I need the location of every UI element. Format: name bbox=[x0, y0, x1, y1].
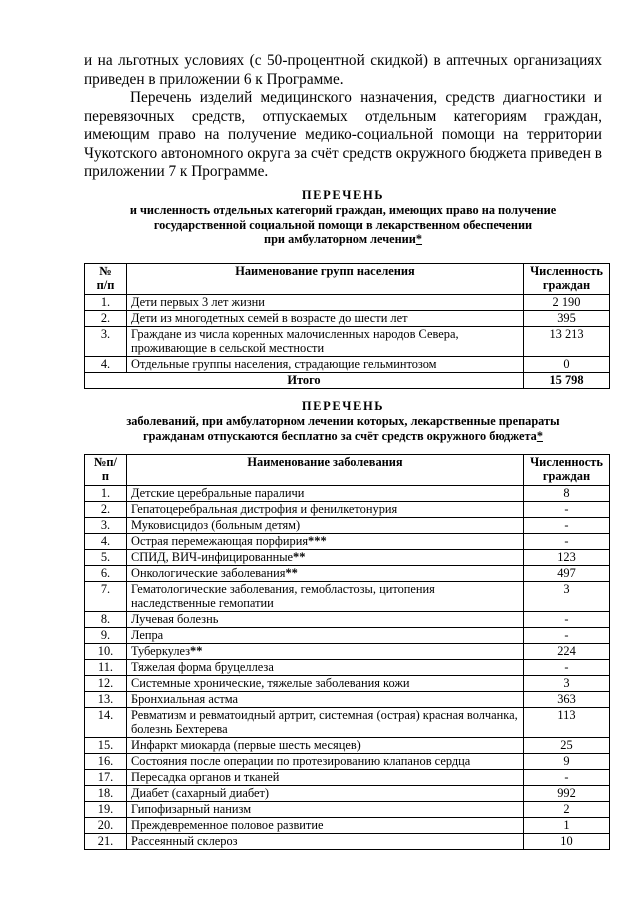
table-row bbox=[85, 802, 610, 818]
row-number: 4. bbox=[85, 357, 127, 373]
row-number: 2. bbox=[85, 311, 127, 327]
row-count: 497 bbox=[524, 566, 610, 582]
row-name: Отдельные группы населения, страдающие гельминтозом bbox=[131, 357, 437, 371]
row-footnote-mark: ** bbox=[190, 644, 203, 658]
row-name: Детские церебральные параличи bbox=[131, 486, 305, 500]
row-count: - bbox=[524, 660, 610, 676]
row-count: 992 bbox=[524, 786, 610, 802]
row-name: Лучевая болезнь bbox=[131, 612, 219, 626]
row-name-cell bbox=[127, 660, 524, 676]
row-count: 224 bbox=[524, 644, 610, 660]
total-value: 15 798 bbox=[524, 373, 610, 389]
header-name: Наименование заболевания bbox=[127, 455, 524, 486]
table-row bbox=[85, 612, 610, 628]
row-count: 363 bbox=[524, 692, 610, 708]
row-name: Состояния после операции по протезированию клапанов сердца bbox=[131, 754, 471, 768]
table-row bbox=[85, 534, 610, 550]
list2-subtitle bbox=[84, 414, 602, 443]
row-number: 13. bbox=[85, 692, 127, 708]
header-name: Наименование групп населения bbox=[127, 264, 524, 295]
row-name-cell bbox=[127, 676, 524, 692]
row-name-cell bbox=[127, 708, 524, 738]
row-count: 395 bbox=[524, 311, 610, 327]
row-name-cell bbox=[127, 818, 524, 834]
row-count: 123 bbox=[524, 550, 610, 566]
row-footnote-mark: ** bbox=[293, 550, 306, 564]
row-name: Бронхиальная астма bbox=[131, 692, 239, 706]
table-row bbox=[85, 582, 610, 612]
row-name: Рассеянный склероз bbox=[131, 834, 238, 848]
table-row bbox=[85, 834, 610, 850]
table-row bbox=[85, 770, 610, 786]
list1-subtitle-line-last bbox=[84, 232, 602, 247]
row-name: СПИД, ВИЧ-инфицированные bbox=[131, 550, 294, 564]
row-count: 8 bbox=[524, 486, 610, 502]
diseases-table bbox=[84, 454, 610, 850]
row-count: 9 bbox=[524, 754, 610, 770]
row-count: 1 bbox=[524, 818, 610, 834]
row-count: 3 bbox=[524, 582, 610, 612]
row-count: - bbox=[524, 612, 610, 628]
row-name: Диабет (сахарный диабет) bbox=[131, 786, 270, 800]
row-count: 2 bbox=[524, 802, 610, 818]
row-number: 5. bbox=[85, 550, 127, 566]
row-name: Преждевременное половое развитие bbox=[131, 818, 324, 832]
table-row bbox=[85, 676, 610, 692]
row-number: 10. bbox=[85, 644, 127, 660]
row-number: 1. bbox=[85, 486, 127, 502]
row-name: Граждане из числа коренных малочисленных народов Севера, проживающие в сельской местности bbox=[131, 327, 459, 355]
row-count: - bbox=[524, 770, 610, 786]
row-name-cell bbox=[127, 327, 524, 357]
row-count: 25 bbox=[524, 738, 610, 754]
table-row bbox=[85, 644, 610, 660]
table-row bbox=[85, 818, 610, 834]
row-name: Онкологические заболевания bbox=[131, 566, 286, 580]
row-count: - bbox=[524, 518, 610, 534]
table-row bbox=[85, 628, 610, 644]
row-number: 17. bbox=[85, 770, 127, 786]
row-name-cell bbox=[127, 738, 524, 754]
row-name: Гематологические заболевания, гемобластозы, цитопения наследственные гемопатии bbox=[131, 582, 435, 610]
total-label: Итого bbox=[85, 373, 524, 389]
row-number: 16. bbox=[85, 754, 127, 770]
list2-subtitle-text: гражданам отпускаются бесплатно за счёт средств окружного бюджета bbox=[143, 428, 537, 443]
table-row bbox=[85, 357, 610, 373]
row-name-cell bbox=[127, 786, 524, 802]
table-row bbox=[85, 518, 610, 534]
row-number: 7. bbox=[85, 582, 127, 612]
row-number: 12. bbox=[85, 676, 127, 692]
list1-subtitle-line: и численность отдельных категорий граждан, имеющих право на получение bbox=[129, 203, 557, 217]
list1-subtitle-text: при амбулаторном лечении bbox=[263, 232, 416, 246]
row-number: 14. bbox=[85, 708, 127, 738]
row-number: 15. bbox=[85, 738, 127, 754]
row-name: Инфаркт миокарда (первые шесть месяцев) bbox=[131, 738, 361, 752]
row-number: 21. bbox=[85, 834, 127, 850]
table-row bbox=[85, 786, 610, 802]
table-row bbox=[85, 295, 610, 311]
table-row bbox=[85, 502, 610, 518]
row-count: 3 bbox=[524, 676, 610, 692]
row-footnote-mark: ** bbox=[285, 566, 298, 580]
row-number: 1. bbox=[85, 295, 127, 311]
header-num: № п/п bbox=[85, 264, 127, 295]
row-name: Тяжелая форма бруцеллеза bbox=[131, 660, 274, 674]
row-name: Системные хронические, тяжелые заболевания кожи bbox=[131, 676, 410, 690]
list2-subtitle-line-last bbox=[84, 429, 602, 444]
row-name-cell bbox=[127, 534, 524, 550]
table-row bbox=[85, 708, 610, 738]
row-name-cell bbox=[127, 628, 524, 644]
list2-footnote-link[interactable]: * bbox=[536, 428, 543, 443]
row-number: 4. bbox=[85, 534, 127, 550]
row-number: 3. bbox=[85, 518, 127, 534]
row-count: - bbox=[524, 534, 610, 550]
population-groups-table bbox=[84, 263, 610, 389]
row-count: 113 bbox=[524, 708, 610, 738]
header-count: Численность граждан bbox=[524, 264, 610, 295]
table-row bbox=[85, 692, 610, 708]
row-name: Пересадка органов и тканей bbox=[131, 770, 280, 784]
row-name: Дети первых 3 лет жизни bbox=[131, 295, 265, 309]
row-name-cell bbox=[127, 518, 524, 534]
list1-footnote-link[interactable]: * bbox=[415, 232, 423, 246]
row-name: Ревматизм и ревматоидный артрит, системная (острая) красная волчанка, болезнь Бехтерева bbox=[131, 708, 518, 736]
row-name-cell bbox=[127, 692, 524, 708]
row-number: 2. bbox=[85, 502, 127, 518]
header-count: Численность граждан bbox=[524, 455, 610, 486]
row-number: 20. bbox=[85, 818, 127, 834]
table-row bbox=[85, 738, 610, 754]
row-name: Дети из многодетных семей в возрасте до шести лет bbox=[131, 311, 408, 325]
list2-title: ПЕРЕЧЕНЬ bbox=[301, 399, 385, 413]
row-name-cell bbox=[127, 754, 524, 770]
table-row bbox=[85, 327, 610, 357]
intro-paragraph-2: Перечень изделий медицинского назначения, средств диагностики и перевязочных средств, отпускаемых отдельным категориям граждан, имеющим право на получение медико-социальной помощи на территории Чукотского автономного округа за счёт средств окружного бюджета приведен в приложении 7 к Программе. bbox=[84, 89, 602, 180]
row-number: 11. bbox=[85, 660, 127, 676]
table-row bbox=[85, 486, 610, 502]
row-footnote-mark: *** bbox=[308, 534, 327, 548]
row-name-cell bbox=[127, 612, 524, 628]
row-number: 3. bbox=[85, 327, 127, 357]
row-count: - bbox=[524, 502, 610, 518]
table-row bbox=[85, 754, 610, 770]
row-name: Острая перемежающая порфирия bbox=[131, 534, 309, 548]
row-name-cell bbox=[127, 802, 524, 818]
row-name-cell bbox=[127, 770, 524, 786]
row-count: 0 bbox=[524, 357, 610, 373]
row-name: Гипофизарный нанизм bbox=[131, 802, 252, 816]
row-number: 8. bbox=[85, 612, 127, 628]
list1-title: ПЕРЕЧЕНЬ bbox=[301, 188, 385, 202]
header-num: №п/ п bbox=[85, 455, 127, 486]
list2-subtitle-line: заболеваний, при амбулаторном лечении которых, лекарственные препараты bbox=[126, 414, 560, 428]
row-name-cell bbox=[127, 566, 524, 582]
row-name-cell bbox=[127, 486, 524, 502]
row-name-cell bbox=[127, 357, 524, 373]
row-count: - bbox=[524, 628, 610, 644]
total-row bbox=[85, 373, 610, 389]
list1-subtitle-line: государственной социальной помощи в лекарственном обеспечении bbox=[153, 217, 533, 232]
row-number: 18. bbox=[85, 786, 127, 802]
table-row bbox=[85, 660, 610, 676]
row-name: Гепатоцеребральная дистрофия и фенилкетонурия bbox=[131, 502, 398, 516]
row-name-cell bbox=[127, 502, 524, 518]
list1-subtitle bbox=[84, 203, 602, 247]
row-number: 9. bbox=[85, 628, 127, 644]
row-count: 10 bbox=[524, 834, 610, 850]
row-name-cell bbox=[127, 582, 524, 612]
intro-paragraph-1: и на льготных условиях (с 50-процентной скидкой) в аптечных организациях приведен в приложении 6 к Программе. bbox=[84, 52, 602, 88]
row-count: 2 190 bbox=[524, 295, 610, 311]
row-name: Лепра bbox=[131, 628, 164, 642]
row-number: 19. bbox=[85, 802, 127, 818]
row-name-cell bbox=[127, 550, 524, 566]
row-name-cell bbox=[127, 295, 524, 311]
row-name: Муковисцидоз (больным детям) bbox=[131, 518, 301, 532]
row-number: 6. bbox=[85, 566, 127, 582]
table-row bbox=[85, 566, 610, 582]
row-count: 13 213 bbox=[524, 327, 610, 357]
row-name-cell bbox=[127, 834, 524, 850]
table-row bbox=[85, 550, 610, 566]
row-name-cell bbox=[127, 311, 524, 327]
row-name-cell bbox=[127, 644, 524, 660]
table-row bbox=[85, 311, 610, 327]
row-name: Туберкулез bbox=[131, 644, 191, 658]
